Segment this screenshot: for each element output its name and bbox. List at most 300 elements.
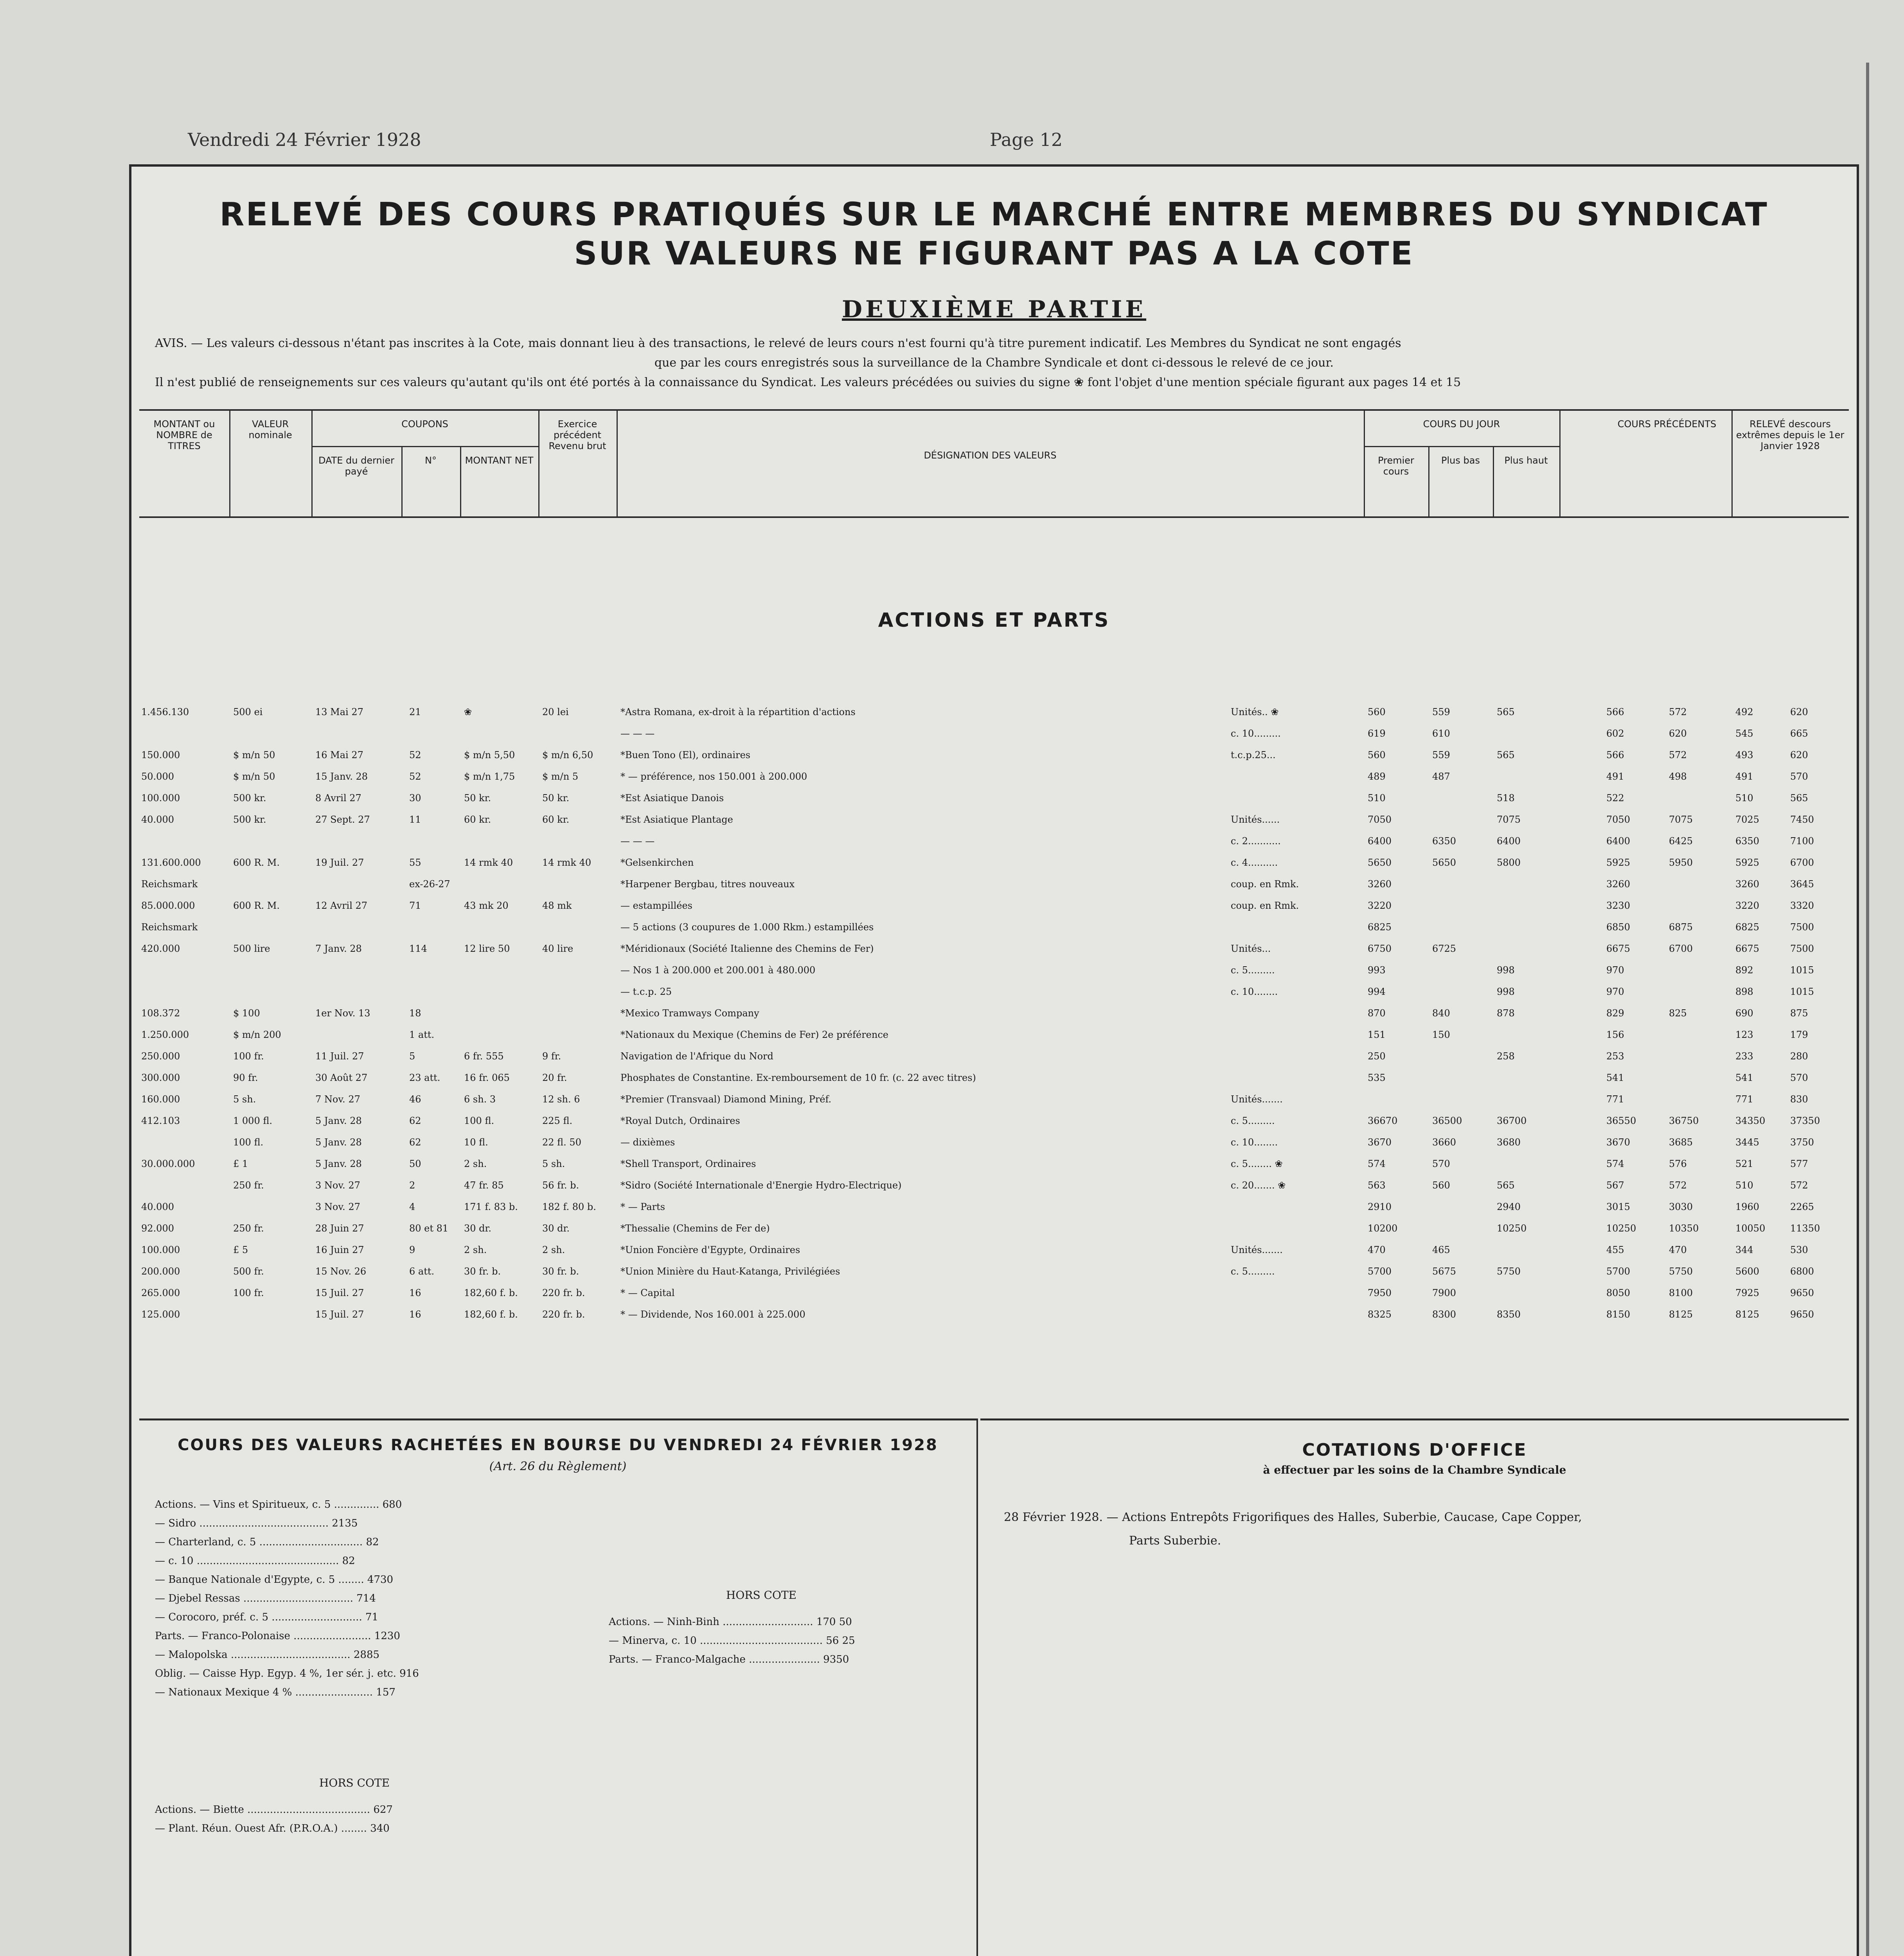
cell-bas: 570 — [1432, 1158, 1450, 1169]
cell-date: 1er Nov. 13 — [315, 1008, 370, 1019]
cell-brut: $ m/n 5 — [542, 771, 579, 782]
cell-r1: 5925 — [1735, 857, 1760, 868]
cell-premier: 3220 — [1368, 900, 1392, 911]
cell-unit: c. 2........... — [1231, 836, 1281, 847]
cell-p2: 8100 — [1669, 1287, 1693, 1298]
cell-r2: 11350 — [1790, 1223, 1820, 1234]
cell-p1: 970 — [1606, 986, 1624, 997]
cell-montant: 85.000.000 — [141, 900, 195, 911]
cell-haut: 878 — [1497, 1008, 1515, 1019]
cell-r1: 10050 — [1735, 1223, 1766, 1234]
cell-haut: 998 — [1497, 986, 1515, 997]
cell-brut: 48 mk — [542, 900, 572, 911]
cell-haut: 10250 — [1497, 1223, 1527, 1234]
cell-p1: 253 — [1606, 1051, 1624, 1062]
cell-montant: 250.000 — [141, 1051, 180, 1062]
cell-p1: 5700 — [1606, 1266, 1631, 1277]
cell-r2: 6700 — [1790, 857, 1814, 868]
cell-designation: Navigation de l'Afrique du Nord — [620, 1051, 773, 1062]
cell-r2: 830 — [1790, 1094, 1808, 1105]
cell-net: $ m/n 1,75 — [464, 771, 515, 782]
cell-bas: 559 — [1432, 707, 1450, 717]
cell-montant: 200.000 — [141, 1266, 180, 1277]
cell-designation: — — — — [620, 836, 655, 847]
cell-haut: 998 — [1497, 965, 1515, 976]
cell-designation: *Premier (Transvaal) Diamond Mining, Préf. — [620, 1094, 832, 1105]
cell-premier: 560 — [1368, 707, 1386, 717]
quote-row — [139, 986, 1849, 998]
cell-p2: 572 — [1669, 1180, 1687, 1191]
cell-montant: 300.000 — [141, 1072, 180, 1083]
cell-valeur: £ 1 — [233, 1158, 248, 1169]
cell-brut: 12 sh. 6 — [542, 1094, 580, 1105]
cell-brut: 9 fr. — [542, 1051, 561, 1062]
cell-r1: 8125 — [1735, 1309, 1760, 1320]
cell-valeur: $ m/n 50 — [233, 750, 275, 760]
cell-premier: 535 — [1368, 1072, 1386, 1083]
cell-r2: 665 — [1790, 728, 1808, 739]
cell-premier: 5700 — [1368, 1266, 1392, 1277]
cell-brut: 220 fr. b. — [542, 1287, 585, 1298]
cell-r1: 1960 — [1735, 1201, 1760, 1212]
cell-date: 11 Juil. 27 — [315, 1051, 364, 1062]
cell-premier: 7050 — [1368, 814, 1392, 825]
avis-line-2: que par les cours enregistrés sous la surveillance de la Chambre Syndicale et dont ci-dessous le relevé de ce jour. — [654, 356, 1334, 370]
cell-r1: 3260 — [1735, 879, 1760, 890]
cell-brut: 60 kr. — [542, 814, 570, 825]
cell-net: 16 fr. 065 — [464, 1072, 510, 1083]
cell-designation: *Est Asiatique Plantage — [620, 814, 733, 825]
cell-num: ex-26-27 — [409, 879, 450, 890]
cell-montant: 108.372 — [141, 1008, 180, 1019]
cell-r2: 9650 — [1790, 1309, 1814, 1320]
cell-designation: *Sidro (Société Internationale d'Energie Hydro-Electrique) — [620, 1180, 902, 1191]
cell-brut: 5 sh. — [542, 1158, 565, 1169]
cell-net: 30 dr. — [464, 1223, 491, 1234]
cell-haut: 565 — [1497, 707, 1515, 717]
cell-r2: 6800 — [1790, 1266, 1814, 1277]
col-plus-bas: Plus bas — [1428, 446, 1494, 518]
avis-line-1: AVIS. — Les valeurs ci-dessous n'étant pas inscrites à la Cote, mais donnant lieu à des transactions, le relevé de leurs cours n'est fourni qu'à titre purement indicatif. Les Membres du Syndicat ne sont engagés — [155, 336, 1401, 350]
cell-unit: c. 4.......... — [1231, 857, 1278, 868]
cell-r1: 6675 — [1735, 943, 1760, 954]
cell-unit: c. 10........ — [1231, 986, 1278, 997]
cell-net: 100 fl. — [464, 1115, 494, 1126]
quote-row — [139, 771, 1849, 783]
cell-premier: 560 — [1368, 750, 1386, 760]
cell-num: 6 att. — [409, 1266, 435, 1277]
cell-r2: 7450 — [1790, 814, 1814, 825]
quote-row — [139, 857, 1849, 869]
cell-num: 18 — [409, 1008, 421, 1019]
rachetees-line: — Sidro ........................................ 2135 — [155, 1517, 358, 1529]
cell-p2: 7075 — [1669, 814, 1693, 825]
col-cours-prec: COURS PRÉCÉDENTS — [1602, 411, 1733, 516]
cell-net: 30 fr. b. — [464, 1266, 501, 1277]
cell-valeur: 250 fr. — [233, 1223, 264, 1234]
cell-date: 15 Juil. 27 — [315, 1309, 364, 1320]
cell-date: 3 Nov. 27 — [315, 1180, 360, 1191]
rachetees-line: — Malopolska ..................................... 2885 — [155, 1649, 380, 1661]
cell-bas: 150 — [1432, 1029, 1450, 1040]
cell-designation: *Royal Dutch, Ordinaires — [620, 1115, 740, 1126]
cell-r1: 6825 — [1735, 922, 1760, 933]
cell-valeur: 100 fr. — [233, 1051, 264, 1062]
cell-bas: 465 — [1432, 1244, 1450, 1255]
cell-brut: 50 kr. — [542, 793, 570, 804]
cell-p1: 6850 — [1606, 922, 1631, 933]
rachetees-line: Oblig. — Caisse Hyp. Egyp. 4 %, 1er sér. j. etc. 916 — [155, 1668, 419, 1679]
cell-r2: 570 — [1790, 771, 1808, 782]
quote-row — [139, 1115, 1849, 1127]
cell-designation: — 5 actions (3 coupures de 1.000 Rkm.) estampillées — [620, 922, 874, 933]
cell-montant: 1.456.130 — [141, 707, 189, 717]
cell-montant: 92.000 — [141, 1223, 174, 1234]
cell-p1: 36550 — [1606, 1115, 1636, 1126]
cell-p1: 566 — [1606, 750, 1624, 760]
page-frame — [129, 164, 1859, 1956]
cell-r2: 9650 — [1790, 1287, 1814, 1298]
cell-bas: 5650 — [1432, 857, 1456, 868]
cell-num: 1 att. — [409, 1029, 435, 1040]
col-cours-jour: COURS DU JOUR — [1364, 411, 1561, 516]
cell-premier: 8325 — [1368, 1309, 1392, 1320]
cell-num: 30 — [409, 793, 421, 804]
cell-net: 43 mk 20 — [464, 900, 509, 911]
cell-designation: *Shell Transport, Ordinaires — [620, 1158, 756, 1169]
cell-brut: 20 lei — [542, 707, 569, 717]
cell-montant: Reichsmark — [141, 922, 198, 933]
cell-r1: 34350 — [1735, 1115, 1766, 1126]
cell-r2: 1015 — [1790, 965, 1814, 976]
cell-date: 27 Sept. 27 — [315, 814, 370, 825]
cell-num: 23 att. — [409, 1072, 440, 1083]
cell-r1: 344 — [1735, 1244, 1753, 1255]
cell-premier: 574 — [1368, 1158, 1386, 1169]
cell-haut: 8350 — [1497, 1309, 1521, 1320]
cell-designation: — — — — [620, 728, 655, 739]
cell-r1: 521 — [1735, 1158, 1753, 1169]
col-coupon-num: N° — [401, 446, 461, 518]
cell-bas: 8300 — [1432, 1309, 1456, 1320]
cell-designation: * — Capital — [620, 1287, 675, 1298]
cell-montant: 160.000 — [141, 1094, 180, 1105]
cell-premier: 994 — [1368, 986, 1386, 997]
main-table-header — [139, 409, 1849, 518]
cell-r2: 3320 — [1790, 900, 1814, 911]
quote-row — [139, 1158, 1849, 1170]
cell-haut: 3680 — [1497, 1137, 1521, 1148]
cell-r1: 545 — [1735, 728, 1753, 739]
cell-r1: 898 — [1735, 986, 1753, 997]
cell-brut: 56 fr. b. — [542, 1180, 579, 1191]
cell-valeur: $ m/n 200 — [233, 1029, 281, 1040]
cell-p2: 36750 — [1669, 1115, 1699, 1126]
divider — [976, 1418, 978, 1956]
cell-p2: 6425 — [1669, 836, 1693, 847]
cell-designation: * — préférence, nos 150.001 à 200.000 — [620, 771, 807, 782]
cell-net: 10 fl. — [464, 1137, 488, 1148]
cell-designation: Phosphates de Constantine. Ex-remboursement de 10 fr. (c. 22 avec titres) — [620, 1072, 976, 1083]
cell-p1: 6675 — [1606, 943, 1631, 954]
cell-r2: 7100 — [1790, 836, 1814, 847]
cell-p1: 3015 — [1606, 1201, 1631, 1212]
cell-date: 13 Mai 27 — [315, 707, 363, 717]
cell-brut: 22 fl. 50 — [542, 1137, 581, 1148]
cell-r2: 620 — [1790, 750, 1808, 760]
cell-premier: 36670 — [1368, 1115, 1398, 1126]
cell-valeur: 500 lire — [233, 943, 270, 954]
cell-unit: Unités....... — [1231, 1094, 1283, 1105]
section-actions-parts: ACTIONS ET PARTS — [878, 609, 1110, 631]
cell-montant: Reichsmark — [141, 879, 198, 890]
cell-designation: *Union Minière du Haut-Katanga, Privilégiées — [620, 1266, 840, 1277]
cell-p1: 156 — [1606, 1029, 1624, 1040]
cell-num: 71 — [409, 900, 421, 911]
cell-p1: 10250 — [1606, 1223, 1636, 1234]
cell-designation: *Harpener Bergbau, titres nouveaux — [620, 879, 795, 890]
cell-montant: 1.250.000 — [141, 1029, 189, 1040]
cell-r1: 123 — [1735, 1029, 1753, 1040]
cell-designation: * — Parts — [620, 1201, 665, 1212]
page-gutter — [1866, 63, 1869, 1956]
cell-r1: 892 — [1735, 965, 1753, 976]
cell-montant: 100.000 — [141, 1244, 180, 1255]
cell-valeur: 500 ei — [233, 707, 263, 717]
cell-haut: 518 — [1497, 793, 1515, 804]
cell-bas: 610 — [1432, 728, 1450, 739]
col-premier: Premier cours — [1364, 446, 1429, 518]
cell-p2: 470 — [1669, 1244, 1687, 1255]
cell-r1: 7925 — [1735, 1287, 1760, 1298]
cell-net: ❀ — [464, 707, 472, 717]
cell-r1: 541 — [1735, 1072, 1753, 1083]
cell-num: 52 — [409, 771, 421, 782]
cell-unit: Unités....... — [1231, 1244, 1283, 1255]
cell-net: 171 f. 83 b. — [464, 1201, 518, 1212]
cell-r2: 7500 — [1790, 943, 1814, 954]
cell-premier: 6400 — [1368, 836, 1392, 847]
cell-r2: 179 — [1790, 1029, 1808, 1040]
hors-cote-line: Parts. — Franco-Malgache ...................... 9350 — [609, 1654, 849, 1665]
quote-row — [139, 1223, 1849, 1235]
quote-row — [139, 1180, 1849, 1192]
cell-valeur: 500 kr. — [233, 793, 266, 804]
rachetees-line: — c. 10 ............................................ 82 — [155, 1555, 355, 1567]
cell-unit: c. 10........ — [1231, 1137, 1278, 1148]
cell-net: 6 fr. 555 — [464, 1051, 504, 1062]
cell-num: 21 — [409, 707, 421, 717]
rachetees-line: — Nationaux Mexique 4 % ........................ 157 — [155, 1686, 396, 1698]
cell-r2: 530 — [1790, 1244, 1808, 1255]
cell-valeur: 5 sh. — [233, 1094, 256, 1105]
cell-brut: 30 dr. — [542, 1223, 570, 1234]
cell-premier: 3670 — [1368, 1137, 1392, 1148]
cell-r1: 7025 — [1735, 814, 1760, 825]
cell-r2: 1015 — [1790, 986, 1814, 997]
cell-valeur: $ 100 — [233, 1008, 260, 1019]
rachetees-line: Parts. — Franco-Polonaise ........................ 1230 — [155, 1630, 400, 1642]
cell-brut: 182 f. 80 b. — [542, 1201, 596, 1212]
quote-row — [139, 900, 1849, 912]
cell-net: 2 sh. — [464, 1244, 487, 1255]
avis-line-3: Il n'est publié de renseignements sur ces valeurs qu'autant qu'ils ont été portés à la connaissance du Syndicat. Les valeurs précédées ou suivies du signe ❀ font l'objet d'une mention spéciale figurant aux pages 14 et 15 — [155, 376, 1461, 389]
cell-brut: 30 fr. b. — [542, 1266, 579, 1277]
quote-row — [139, 750, 1849, 761]
cell-designation: *Gelsenkirchen — [620, 857, 694, 868]
cell-designation: * — Dividende, Nos 160.001 à 225.000 — [620, 1309, 805, 1320]
cell-date: 5 Janv. 28 — [315, 1158, 362, 1169]
cell-num: 52 — [409, 750, 421, 760]
cell-num: 55 — [409, 857, 421, 868]
cell-premier: 993 — [1368, 965, 1386, 976]
cell-r2: 2265 — [1790, 1201, 1814, 1212]
cell-brut: 14 rmk 40 — [542, 857, 592, 868]
cell-unit: Unités... — [1231, 943, 1271, 954]
cell-premier: 2910 — [1368, 1201, 1392, 1212]
cell-unit: c. 20....... ❀ — [1231, 1180, 1286, 1191]
cell-valeur: 500 fr. — [233, 1266, 264, 1277]
cell-r2: 3645 — [1790, 879, 1814, 890]
rachetees-line: — Banque Nationale d'Egypte, c. 5 ........ 4730 — [155, 1574, 394, 1586]
cell-brut: $ m/n 6,50 — [542, 750, 593, 760]
cell-valeur: 600 R. M. — [233, 857, 280, 868]
cell-num: 46 — [409, 1094, 421, 1105]
col-valeur: VALEUR nominale — [229, 411, 313, 516]
quote-row — [139, 1309, 1849, 1321]
cell-net: 12 lire 50 — [464, 943, 510, 954]
cell-bas: 559 — [1432, 750, 1450, 760]
cell-p2: 3685 — [1669, 1137, 1693, 1148]
cell-r2: 7500 — [1790, 922, 1814, 933]
cell-r2: 620 — [1790, 707, 1808, 717]
cell-num: 16 — [409, 1287, 421, 1298]
cell-haut: 5750 — [1497, 1266, 1521, 1277]
cell-bas: 6350 — [1432, 836, 1456, 847]
cell-date: 15 Juil. 27 — [315, 1287, 364, 1298]
cell-r2: 577 — [1790, 1158, 1808, 1169]
cell-p1: 522 — [1606, 793, 1624, 804]
cell-designation: *Méridionaux (Société Italienne des Chemins de Fer) — [620, 943, 874, 954]
cell-date: 3 Nov. 27 — [315, 1201, 360, 1212]
cell-premier: 870 — [1368, 1008, 1386, 1019]
cell-date: 7 Nov. 27 — [315, 1094, 360, 1105]
quote-row — [139, 1029, 1849, 1041]
cell-net: 182,60 f. b. — [464, 1309, 518, 1320]
cell-date: 15 Janv. 28 — [315, 771, 368, 782]
cell-designation: — Nos 1 à 200.000 et 200.001 à 480.000 — [620, 965, 816, 976]
cell-r1: 771 — [1735, 1094, 1753, 1105]
cell-r1: 491 — [1735, 771, 1753, 782]
quote-row — [139, 728, 1849, 740]
cell-p2: 5950 — [1669, 857, 1693, 868]
cell-brut: 220 fr. b. — [542, 1309, 585, 1320]
quote-row — [139, 1094, 1849, 1106]
cell-haut: 6400 — [1497, 836, 1521, 847]
cell-valeur: 90 fr. — [233, 1072, 258, 1083]
cell-p1: 8150 — [1606, 1309, 1631, 1320]
cell-unit: t.c.p.25... — [1231, 750, 1276, 760]
cell-p1: 602 — [1606, 728, 1624, 739]
rachetees-line: — Charterland, c. 5 ................................ 82 — [155, 1536, 379, 1548]
cell-premier: 619 — [1368, 728, 1386, 739]
cell-num: 4 — [409, 1201, 415, 1212]
rachetees-line: — Djebel Ressas .................................. 714 — [155, 1593, 376, 1604]
col-coupon-montant: MONTANT NET — [460, 446, 539, 518]
cell-r2: 570 — [1790, 1072, 1808, 1083]
cell-unit: Unités.. ❀ — [1231, 707, 1279, 717]
cell-net: 14 rmk 40 — [464, 857, 513, 868]
quote-row — [139, 922, 1849, 933]
cell-montant: 420.000 — [141, 943, 180, 954]
cell-num: 80 et 81 — [409, 1223, 449, 1234]
cell-date: 5 Janv. 28 — [315, 1137, 362, 1148]
cell-haut: 565 — [1497, 1180, 1515, 1191]
cell-net: 50 kr. — [464, 793, 491, 804]
rachetees-line: — Corocoro, préf. c. 5 ............................ 71 — [155, 1611, 379, 1623]
cotations-subtitle: à effectuer par les soins de la Chambre Syndicale — [1263, 1463, 1566, 1476]
cell-num: 5 — [409, 1051, 415, 1062]
cotations-line-2: Parts Suberbie. — [1129, 1534, 1221, 1548]
cell-brut: 20 fr. — [542, 1072, 567, 1083]
cell-p1: 829 — [1606, 1008, 1624, 1019]
col-releve: RELEVÉ descours extrêmes depuis le 1er Janvier 1928 — [1736, 419, 1845, 451]
cell-designation: *Est Asiatique Danois — [620, 793, 724, 804]
cell-date: 16 Mai 27 — [315, 750, 363, 760]
quote-row — [139, 879, 1849, 890]
cell-haut: 2940 — [1497, 1201, 1521, 1212]
cell-net: 47 fr. 85 — [464, 1180, 504, 1191]
cell-p2: 3030 — [1669, 1201, 1693, 1212]
cell-r2: 3750 — [1790, 1137, 1814, 1148]
quote-row — [139, 1008, 1849, 1019]
cell-r2: 280 — [1790, 1051, 1808, 1062]
cell-date: 5 Janv. 28 — [315, 1115, 362, 1126]
cell-unit: c. 5......... — [1231, 965, 1275, 976]
cell-num: 50 — [409, 1158, 421, 1169]
quote-row — [139, 1244, 1849, 1256]
cell-p2: 6875 — [1669, 922, 1693, 933]
quote-row — [139, 1072, 1849, 1084]
quote-row — [139, 1137, 1849, 1149]
cell-montant: 100.000 — [141, 793, 180, 804]
cell-r1: 493 — [1735, 750, 1753, 760]
cell-p2: 572 — [1669, 750, 1687, 760]
cell-p1: 5925 — [1606, 857, 1631, 868]
cell-r2: 565 — [1790, 793, 1808, 804]
cell-valeur: 600 R. M. — [233, 900, 280, 911]
cell-p2: 8125 — [1669, 1309, 1693, 1320]
cell-net: 2 sh. — [464, 1158, 487, 1169]
cell-date: 8 Avril 27 — [315, 793, 361, 804]
cell-num: 9 — [409, 1244, 415, 1255]
cell-num: 62 — [409, 1115, 421, 1126]
cell-montant: 412.103 — [141, 1115, 180, 1126]
rachetees-line: Actions. — Vins et Spiritueux, c. 5 .............. 680 — [155, 1499, 402, 1510]
cell-bas: 7900 — [1432, 1287, 1456, 1298]
quote-row — [139, 1051, 1849, 1062]
rachetees-title: COURS DES VALEURS RACHETÉES EN BOURSE DU VENDREDI 24 FÉVRIER 1928 — [178, 1436, 938, 1454]
cell-premier: 6825 — [1368, 922, 1392, 933]
cell-net: $ m/n 5,50 — [464, 750, 515, 760]
cell-unit: c. 5......... — [1231, 1115, 1275, 1126]
cotations-title: COTATIONS D'OFFICE — [1302, 1440, 1527, 1460]
rachetees-block — [139, 1418, 976, 1956]
hors-cote-line: Actions. — Biette ...................................... 627 — [155, 1804, 393, 1816]
rachetees-subtitle: (Art. 26 du Règlement) — [489, 1460, 627, 1473]
cell-p2: 498 — [1669, 771, 1687, 782]
cell-montant: 40.000 — [141, 814, 174, 825]
